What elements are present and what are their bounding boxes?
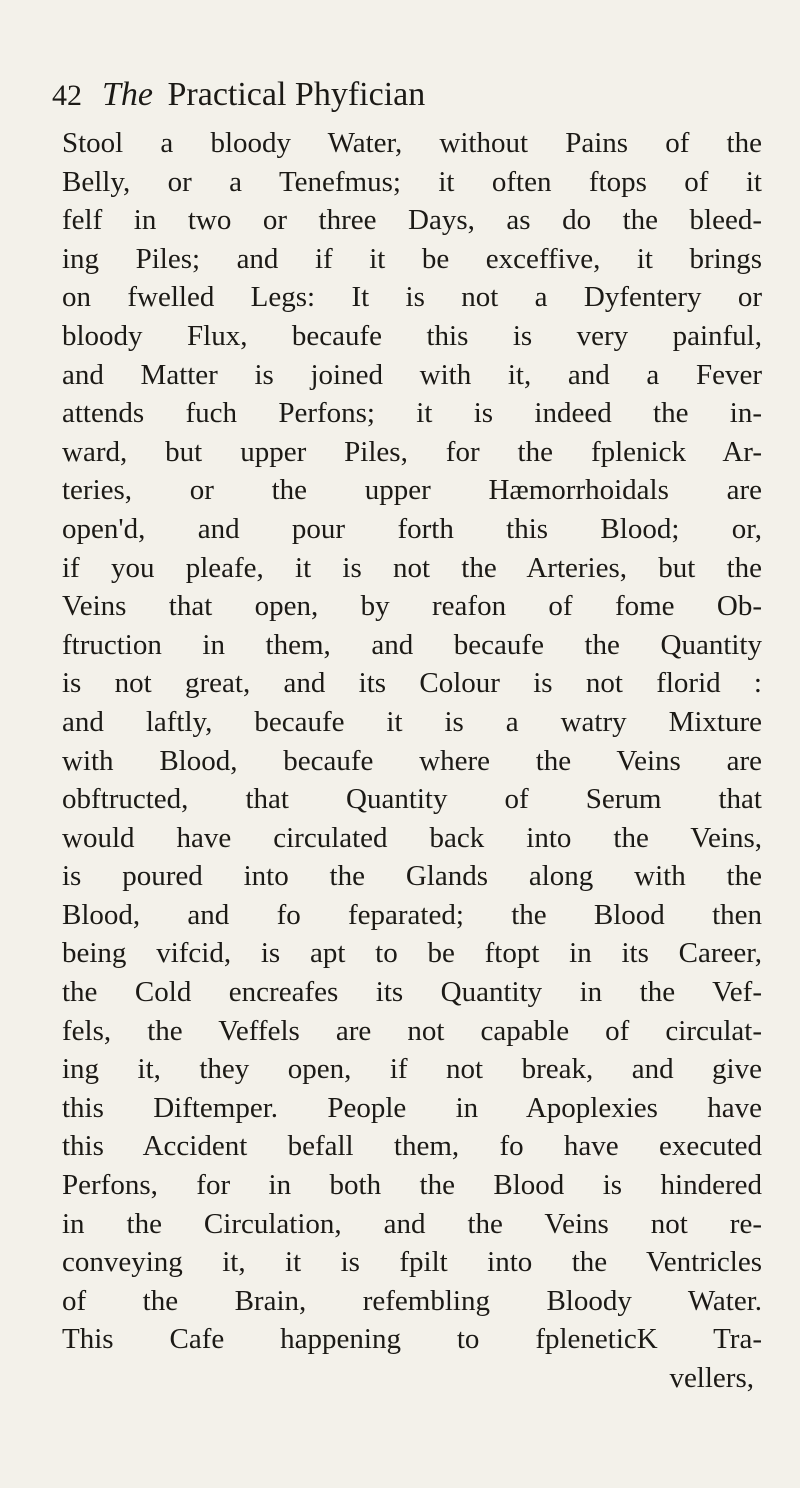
text-line: Perfons, for in both the Blood is hindered [62, 1169, 762, 1202]
text-line: with Blood, becaufe where the Veins are [62, 744, 762, 777]
text-line: on fwelled Legs: It is not a Dyfentery or [62, 281, 762, 314]
running-header [52, 72, 752, 118]
page-number: 42 [52, 79, 82, 112]
text-line: in the Circulation, and the Veins not re- [62, 1207, 762, 1240]
text-line: ftruction in them, and becaufe the Quantity [62, 628, 762, 661]
text-line: ing it, they open, if not break, and give [62, 1053, 762, 1086]
header-title-italic: The [102, 76, 153, 113]
text-line: obftructed, that Quantity of Serum that [62, 783, 762, 816]
text-line: Stool a bloody Water, without Pains of the [62, 127, 762, 159]
text-line: Veins that open, by reafon of fome Ob- [62, 590, 762, 623]
body-text [62, 124, 762, 1398]
text-line: this Diftemper. People in Apoplexies have [62, 1091, 762, 1124]
text-line: bloody Flux, becaufe this is very painful, [62, 319, 762, 352]
text-line: felf in two or three Days, as do the bleed- [62, 204, 762, 237]
text-line: and Matter is joined with it, and a Fever [62, 358, 762, 391]
text-line: conveying it, it is fpilt into the Ventricles [62, 1246, 762, 1279]
text-line: if you pleafe, it is not the Arteries, but the [62, 551, 762, 584]
text-line: is not great, and its Colour is not florid : [62, 667, 762, 700]
text-line: of the Brain, refembling Bloody Water. [62, 1284, 762, 1317]
catchword: vellers, [669, 1362, 754, 1394]
text-line: being vifcid, is apt to be ftopt in its Career, [62, 937, 762, 970]
text-line: attends fuch Perfons; it is indeed the in- [62, 397, 762, 430]
text-line: teries, or the upper Hæmorrhoidals are [62, 474, 762, 507]
header-title: Practical Phyfician [167, 76, 426, 113]
text-line: This Cafe happening to fpleneticK Tra- [62, 1323, 762, 1356]
text-line: open'd, and pour forth this Blood; or, [62, 512, 762, 545]
text-line: is poured into the Glands along with the [62, 860, 762, 893]
text-line: this Accident befall them, fo have executed [62, 1130, 762, 1163]
text-line: Blood, and fo feparated; the Blood then [62, 898, 762, 931]
text-line: and laftly, becaufe it is a watry Mixture [62, 705, 762, 738]
text-line: the Cold encreafes its Quantity in the Vef- [62, 976, 762, 1009]
text-line: fels, the Veffels are not capable of circulat- [62, 1014, 762, 1047]
text-line: Belly, or a Tenefmus; it often ftops of it [62, 165, 762, 198]
text-line: ing Piles; and if it be exceffive, it brings [62, 242, 762, 275]
text-line: would have circulated back into the Veins, [62, 821, 762, 854]
text-line: ward, but upper Piles, for the fplenick Ar- [62, 435, 762, 468]
